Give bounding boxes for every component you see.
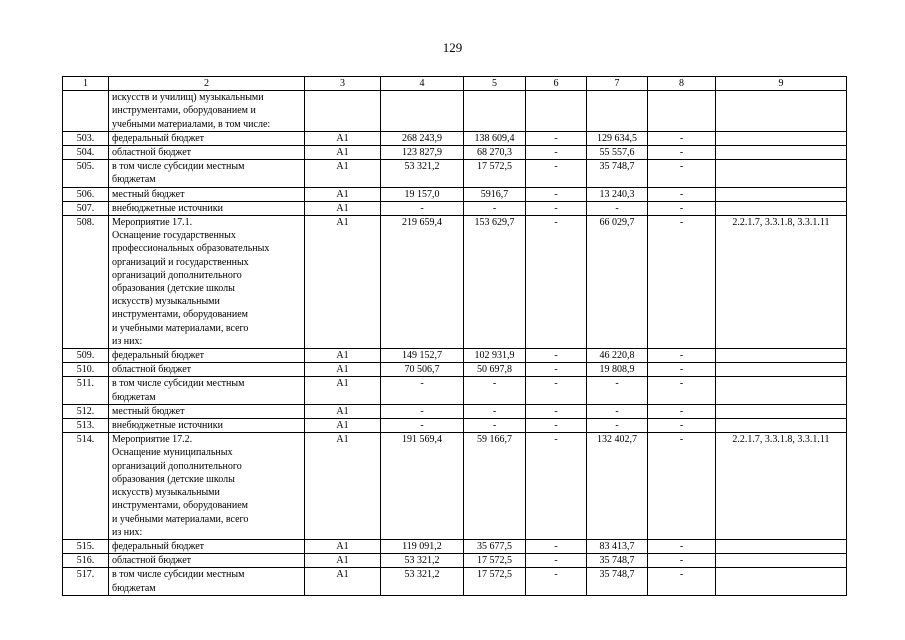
year-1-amount-cell: 17 572,5 — [464, 554, 526, 568]
table-row — [63, 377, 847, 404]
performer-code-cell: А1 — [305, 160, 381, 187]
column-number: 2 — [109, 77, 305, 91]
year-4-amount-cell: - — [648, 160, 716, 187]
total-amount-cell: 119 091,2 — [381, 539, 464, 553]
performer-code-cell: А1 — [305, 554, 381, 568]
year-3-amount-cell: 55 557,6 — [587, 146, 648, 160]
table-row — [63, 554, 847, 568]
year-4-amount-cell: - — [648, 554, 716, 568]
target-indicator-cell — [716, 568, 847, 595]
row-number-cell: 504. — [63, 146, 109, 160]
target-indicator-cell — [716, 377, 847, 404]
target-indicator-cell — [716, 160, 847, 187]
target-indicator-cell: 2.2.1.7, 3.3.1.8, 3.3.1.11 — [716, 433, 847, 540]
budget-table — [62, 76, 847, 596]
column-number: 7 — [587, 77, 648, 91]
year-2-amount-cell: - — [526, 377, 587, 404]
item-name-cell: федеральный бюджет — [109, 131, 305, 145]
row-number-cell: 516. — [63, 554, 109, 568]
column-number: 6 — [526, 77, 587, 91]
row-number-cell: 508. — [63, 216, 109, 349]
year-1-amount-cell: 102 931,9 — [464, 349, 526, 363]
table-row — [63, 568, 847, 595]
performer-code-cell: А1 — [305, 131, 381, 145]
item-name-cell: в том числе субсидии местным бюджетам — [109, 568, 305, 595]
year-2-amount-cell: - — [526, 404, 587, 418]
performer-code-cell: А1 — [305, 349, 381, 363]
row-number-cell: 512. — [63, 404, 109, 418]
target-indicator-cell — [716, 554, 847, 568]
total-amount-cell: 149 152,7 — [381, 349, 464, 363]
row-number-cell: 506. — [63, 187, 109, 201]
year-2-amount-cell: - — [526, 349, 587, 363]
item-name-cell: федеральный бюджет — [109, 539, 305, 553]
year-4-amount-cell: - — [648, 216, 716, 349]
year-1-amount-cell: 5916,7 — [464, 187, 526, 201]
item-name-cell: Мероприятие 17.2. Оснащение муниципальных организаций дополнительного образования (детские школы искусств) музыкальными инструментами, оборудованием и учебными материалами, всего из них: — [109, 433, 305, 540]
year-2-amount-cell: - — [526, 433, 587, 540]
row-number-cell: 503. — [63, 131, 109, 145]
target-indicator-cell — [716, 131, 847, 145]
table-body — [63, 77, 847, 596]
total-amount-cell: 53 321,2 — [381, 160, 464, 187]
row-number-cell: 509. — [63, 349, 109, 363]
target-indicator-cell — [716, 187, 847, 201]
table-row — [63, 419, 847, 433]
year-4-amount-cell: - — [648, 404, 716, 418]
year-3-amount-cell: 35 748,7 — [587, 568, 648, 595]
year-1-amount-cell: 153 629,7 — [464, 216, 526, 349]
column-number: 3 — [305, 77, 381, 91]
target-indicator-cell — [716, 363, 847, 377]
row-number-cell: 511. — [63, 377, 109, 404]
total-amount-cell: 53 321,2 — [381, 554, 464, 568]
table-row — [63, 160, 847, 187]
item-name-cell: Мероприятие 17.1. Оснащение государственных профессиональных образовательных организаций и государственных организаций дополнительного образования (детские школы искусств) музыкальными инструментами, оборудованием и учебными материалами, всего из них: — [109, 216, 305, 349]
item-name-cell: в том числе субсидии местным бюджетам — [109, 377, 305, 404]
year-1-amount-cell: 138 609,4 — [464, 131, 526, 145]
year-2-amount-cell: - — [526, 131, 587, 145]
year-2-amount-cell: - — [526, 363, 587, 377]
column-number: 1 — [63, 77, 109, 91]
table-row — [63, 201, 847, 215]
item-name-cell: искусств и училищ) музыкальными инструментами, оборудованием и учебными материалами, в том числе: — [109, 91, 305, 132]
year-4-amount-cell: - — [648, 568, 716, 595]
year-1-amount-cell: 68 270,3 — [464, 146, 526, 160]
table-row — [63, 404, 847, 418]
year-2-amount-cell: - — [526, 539, 587, 553]
performer-code-cell: А1 — [305, 404, 381, 418]
year-3-amount-cell: - — [587, 419, 648, 433]
page-number: 129 — [442, 40, 463, 55]
year-4-amount-cell: - — [648, 187, 716, 201]
total-amount-cell: - — [381, 404, 464, 418]
year-2-amount-cell: - — [526, 554, 587, 568]
item-name-cell: областной бюджет — [109, 554, 305, 568]
year-3-amount-cell: 66 029,7 — [587, 216, 648, 349]
total-amount-cell: 53 321,2 — [381, 568, 464, 595]
performer-code-cell: А1 — [305, 433, 381, 540]
target-indicator-cell — [716, 539, 847, 553]
year-1-amount-cell — [464, 91, 526, 132]
total-amount-cell: 70 506,7 — [381, 363, 464, 377]
row-number-cell: 513. — [63, 419, 109, 433]
row-number-cell — [63, 91, 109, 132]
table-row — [63, 131, 847, 145]
year-1-amount-cell: 35 677,5 — [464, 539, 526, 553]
year-4-amount-cell: - — [648, 539, 716, 553]
total-amount-cell: - — [381, 201, 464, 215]
row-number-cell: 507. — [63, 201, 109, 215]
year-4-amount-cell: - — [648, 433, 716, 540]
total-amount-cell: 191 569,4 — [381, 433, 464, 540]
year-3-amount-cell: 35 748,7 — [587, 554, 648, 568]
performer-code-cell: А1 — [305, 419, 381, 433]
year-2-amount-cell: - — [526, 187, 587, 201]
year-3-amount-cell: 19 808,9 — [587, 363, 648, 377]
year-3-amount-cell: - — [587, 377, 648, 404]
year-2-amount-cell: - — [526, 201, 587, 215]
year-4-amount-cell: - — [648, 201, 716, 215]
table-row — [63, 187, 847, 201]
table-row — [63, 363, 847, 377]
year-3-amount-cell — [587, 91, 648, 132]
year-1-amount-cell: 50 697,8 — [464, 363, 526, 377]
year-1-amount-cell: - — [464, 404, 526, 418]
year-4-amount-cell: - — [648, 363, 716, 377]
item-name-cell: внебюджетные источники — [109, 201, 305, 215]
year-4-amount-cell: - — [648, 419, 716, 433]
performer-code-cell: А1 — [305, 568, 381, 595]
item-name-cell: в том числе субсидии местным бюджетам — [109, 160, 305, 187]
total-amount-cell: - — [381, 377, 464, 404]
total-amount-cell: 123 827,9 — [381, 146, 464, 160]
year-1-amount-cell: 17 572,5 — [464, 568, 526, 595]
item-name-cell: областной бюджет — [109, 146, 305, 160]
year-1-amount-cell: 17 572,5 — [464, 160, 526, 187]
column-number: 5 — [464, 77, 526, 91]
year-2-amount-cell: - — [526, 216, 587, 349]
year-2-amount-cell — [526, 91, 587, 132]
year-3-amount-cell: 129 634,5 — [587, 131, 648, 145]
table-row — [63, 91, 847, 132]
year-4-amount-cell: - — [648, 146, 716, 160]
item-name-cell: внебюджетные источники — [109, 419, 305, 433]
row-number-cell: 505. — [63, 160, 109, 187]
year-4-amount-cell: - — [648, 131, 716, 145]
target-indicator-cell: 2.2.1.7, 3.3.1.8, 3.3.1.11 — [716, 216, 847, 349]
item-name-cell: федеральный бюджет — [109, 349, 305, 363]
year-3-amount-cell: 35 748,7 — [587, 160, 648, 187]
target-indicator-cell — [716, 349, 847, 363]
row-number-cell: 515. — [63, 539, 109, 553]
table-row — [63, 539, 847, 553]
table-row — [63, 146, 847, 160]
total-amount-cell — [381, 91, 464, 132]
table-row — [63, 216, 847, 349]
total-amount-cell: 268 243,9 — [381, 131, 464, 145]
year-2-amount-cell: - — [526, 419, 587, 433]
year-1-amount-cell: - — [464, 377, 526, 404]
target-indicator-cell — [716, 201, 847, 215]
year-4-amount-cell — [648, 91, 716, 132]
column-number: 9 — [716, 77, 847, 91]
table-row — [63, 349, 847, 363]
year-1-amount-cell: 59 166,7 — [464, 433, 526, 540]
target-indicator-cell — [716, 419, 847, 433]
year-4-amount-cell: - — [648, 349, 716, 363]
performer-code-cell: А1 — [305, 539, 381, 553]
performer-code-cell: А1 — [305, 377, 381, 404]
column-number: 4 — [381, 77, 464, 91]
year-3-amount-cell: - — [587, 201, 648, 215]
target-indicator-cell — [716, 91, 847, 132]
performer-code-cell: А1 — [305, 187, 381, 201]
total-amount-cell: 219 659,4 — [381, 216, 464, 349]
column-number: 8 — [648, 77, 716, 91]
year-2-amount-cell: - — [526, 568, 587, 595]
year-3-amount-cell: 83 413,7 — [587, 539, 648, 553]
performer-code-cell: А1 — [305, 216, 381, 349]
year-4-amount-cell: - — [648, 377, 716, 404]
item-name-cell: областной бюджет — [109, 363, 305, 377]
item-name-cell: местный бюджет — [109, 404, 305, 418]
year-1-amount-cell: - — [464, 419, 526, 433]
target-indicator-cell — [716, 146, 847, 160]
year-3-amount-cell: - — [587, 404, 648, 418]
row-number-cell: 514. — [63, 433, 109, 540]
table-row — [63, 433, 847, 540]
row-number-cell: 510. — [63, 363, 109, 377]
performer-code-cell: А1 — [305, 201, 381, 215]
performer-code-cell: А1 — [305, 146, 381, 160]
performer-code-cell — [305, 91, 381, 132]
row-number-cell: 517. — [63, 568, 109, 595]
item-name-cell: местный бюджет — [109, 187, 305, 201]
performer-code-cell: А1 — [305, 363, 381, 377]
year-3-amount-cell: 13 240,3 — [587, 187, 648, 201]
column-number-row — [63, 77, 847, 91]
year-3-amount-cell: 46 220,8 — [587, 349, 648, 363]
total-amount-cell: 19 157,0 — [381, 187, 464, 201]
year-1-amount-cell: - — [464, 201, 526, 215]
year-3-amount-cell: 132 402,7 — [587, 433, 648, 540]
year-2-amount-cell: - — [526, 146, 587, 160]
total-amount-cell: - — [381, 419, 464, 433]
year-2-amount-cell: - — [526, 160, 587, 187]
target-indicator-cell — [716, 404, 847, 418]
